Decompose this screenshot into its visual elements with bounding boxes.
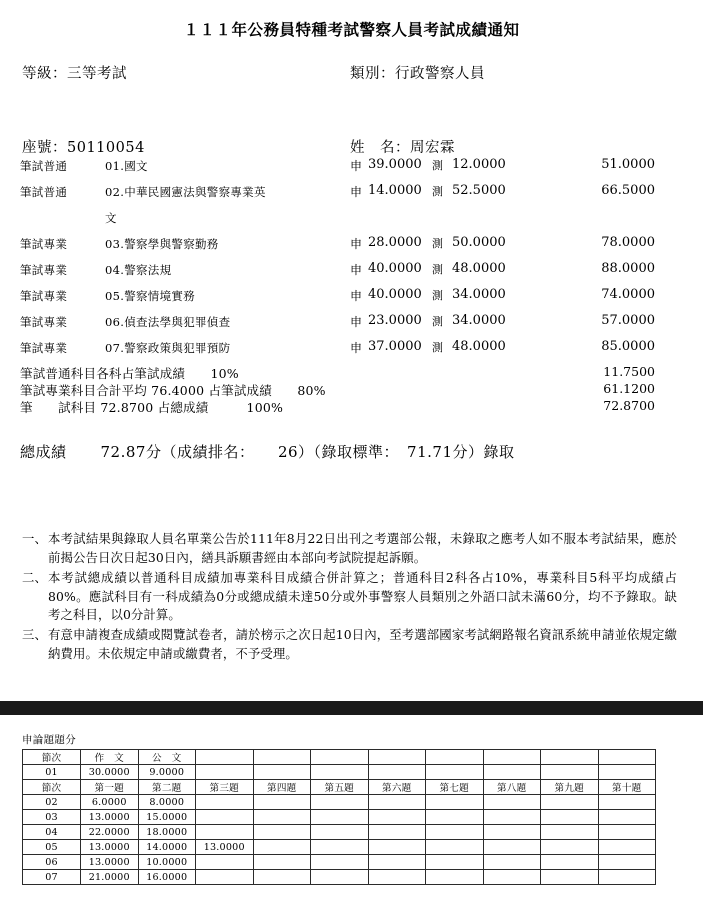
question-table-row (23, 810, 656, 825)
essay-tag: 申 (350, 315, 363, 329)
question-table-cell (196, 855, 254, 870)
multiple-choice-score: 12.0000 (452, 157, 506, 172)
question-table-header-cell (483, 750, 541, 765)
grade-row (0, 62, 703, 88)
summary-value: 61.1200 (603, 381, 655, 396)
subject-total-score: 66.5000 (601, 183, 655, 198)
question-table-cell (311, 765, 369, 780)
identity-block (0, 62, 703, 154)
question-table-row (23, 825, 656, 840)
question-table-header-cell (598, 750, 656, 765)
multiple-choice-score: 34.0000 (452, 313, 506, 328)
name-field (350, 136, 455, 157)
subject-name: 07.警察政策與犯罪預防 (105, 341, 231, 355)
question-table-cell (253, 795, 311, 810)
question-table-cell (311, 825, 369, 840)
question-table-cell: 16.0000 (138, 870, 196, 885)
question-table-header-cell: 第四題 (253, 780, 311, 795)
name-label: 姓 名： (350, 140, 410, 156)
essay-tag: 申 (350, 159, 363, 173)
question-table-cell (483, 840, 541, 855)
essay-score: 14.0000 (368, 183, 422, 198)
question-table-header-cell: 第八題 (483, 780, 541, 795)
question-table-cell: 07 (23, 870, 81, 885)
question-table-cell: 22.0000 (81, 825, 139, 840)
question-table-row (23, 870, 656, 885)
subject-type: 筆試專業 (20, 289, 68, 303)
question-table-header-cell: 第六題 (368, 780, 426, 795)
question-table-cell (368, 795, 426, 810)
note-item (22, 626, 677, 664)
question-table-cell: 8.0000 (138, 795, 196, 810)
category-field (350, 62, 485, 83)
question-table-cell (196, 810, 254, 825)
seat-field (22, 136, 145, 157)
seat-value: 50110054 (67, 140, 145, 156)
note-number: 二、 (22, 569, 47, 585)
question-table-header-cell: 第一題 (81, 780, 139, 795)
question-table-cell (598, 855, 656, 870)
question-table-cell: 30.0000 (81, 765, 139, 780)
essay-tag: 申 (350, 289, 363, 303)
question-table-cell (196, 825, 254, 840)
question-table-cell (368, 810, 426, 825)
subject-name: 06.偵查法學與犯罪偵查 (105, 315, 231, 329)
grand-total-row (20, 441, 703, 462)
question-table-cell (483, 810, 541, 825)
question-table-cell (598, 840, 656, 855)
multiple-choice-tag: 測 (432, 159, 443, 172)
question-table-cell: 03 (23, 810, 81, 825)
multiple-choice-score: 48.0000 (452, 339, 506, 354)
multiple-choice-score: 50.0000 (452, 235, 506, 250)
subject-score-row (0, 286, 703, 312)
question-table-cell (196, 765, 254, 780)
subject-total-score: 85.0000 (601, 339, 655, 354)
question-table-cell (368, 855, 426, 870)
question-table-cell (541, 870, 599, 885)
grand-total-label: 總成績 (20, 443, 67, 461)
subject-name-continuation: 文 (105, 211, 117, 225)
subject-score-row (0, 234, 703, 260)
subject-total-score: 57.0000 (601, 313, 655, 328)
question-table-cell: 15.0000 (138, 810, 196, 825)
question-table-row (23, 765, 656, 780)
multiple-choice-tag: 測 (432, 237, 443, 250)
subject-score-row (0, 312, 703, 338)
multiple-choice-tag: 測 (432, 315, 443, 328)
subject-name: 02.中華民國憲法與警察專業英 (105, 185, 266, 199)
question-table-header-cell (541, 750, 599, 765)
question-table-header-cell: 第七題 (426, 780, 484, 795)
subject-name-continuation-row (0, 208, 703, 234)
subject-total-score: 88.0000 (601, 261, 655, 276)
question-table-cell: 04 (23, 825, 81, 840)
question-table-cell (541, 765, 599, 780)
question-table-cell: 21.0000 (81, 870, 139, 885)
question-table-header-cell: 第二題 (138, 780, 196, 795)
question-table-header-row (23, 750, 656, 765)
subject-name: 03.警察學與警察勤務 (105, 237, 219, 251)
category-label: 類別： (350, 66, 395, 82)
essay-score: 40.0000 (368, 261, 422, 276)
question-table-cell (541, 825, 599, 840)
question-table-header-cell: 公 文 (138, 750, 196, 765)
question-score-table (22, 749, 656, 885)
question-table-cell (196, 870, 254, 885)
essay-tag: 申 (350, 263, 363, 277)
question-table-cell (426, 825, 484, 840)
question-table-cell (253, 825, 311, 840)
question-table-header-cell (196, 750, 254, 765)
name-value: 周宏霖 (410, 140, 455, 156)
question-table-header-cell: 第十題 (598, 780, 656, 795)
summary-row (0, 364, 703, 381)
summary-text: 筆試專業科目合計平均 76.4000 占筆試成績 80% (20, 383, 326, 398)
summary-value: 11.7500 (603, 364, 655, 379)
question-table-cell (368, 825, 426, 840)
subject-total-score: 78.0000 (601, 235, 655, 250)
grand-total-text: 72.87分（成績排名： 26）（錄取標準： 71.71分）錄取 (100, 443, 515, 461)
question-table-header-cell: 第三題 (196, 780, 254, 795)
summary-row (0, 398, 703, 415)
essay-tag: 申 (350, 185, 363, 199)
question-table-cell (426, 840, 484, 855)
summary-list (0, 364, 703, 415)
seat-label: 座號： (22, 140, 67, 156)
question-table-cell (253, 870, 311, 885)
question-table-cell: 06 (23, 855, 81, 870)
question-table-cell (253, 855, 311, 870)
subject-type: 筆試普通 (20, 185, 68, 199)
subject-score-row (0, 338, 703, 364)
question-table-cell (368, 870, 426, 885)
question-table-cell (426, 870, 484, 885)
question-table-row (23, 840, 656, 855)
grade-value: 三等考試 (67, 66, 127, 82)
note-text: 有意申請複查成績或閱覽試卷者，請於榜示之次日起10日內，至考選部國家考試網路報名資訊系統申請並依規定繳納費用。未依規定申請或繳費者，不予受理。 (48, 627, 677, 662)
subject-name: 05.警察情境實務 (105, 289, 195, 303)
question-table-header-cell (253, 750, 311, 765)
subject-total-score: 51.0000 (601, 157, 655, 172)
question-table-cell (483, 855, 541, 870)
essay-score: 40.0000 (368, 287, 422, 302)
question-table-cell (311, 795, 369, 810)
note-number: 三、 (22, 627, 47, 643)
question-table-cell (483, 870, 541, 885)
category-value: 行政警察人員 (395, 66, 485, 82)
question-table-cell (196, 795, 254, 810)
subject-score-list (0, 156, 703, 364)
question-table-cell (541, 840, 599, 855)
question-table-cell: 10.0000 (138, 855, 196, 870)
subject-total-score: 74.0000 (601, 287, 655, 302)
subject-type: 筆試專業 (20, 315, 68, 329)
multiple-choice-score: 48.0000 (452, 261, 506, 276)
question-table-cell: 05 (23, 840, 81, 855)
essay-tag: 申 (350, 237, 363, 251)
summary-row (0, 381, 703, 398)
question-table-cell (541, 795, 599, 810)
question-table-cell: 9.0000 (138, 765, 196, 780)
note-item (22, 569, 677, 626)
note-item (22, 530, 677, 568)
subject-type: 筆試專業 (20, 263, 68, 277)
multiple-choice-tag: 測 (432, 185, 443, 198)
summary-text: 筆試普通科目各科占筆試成績 10% (20, 366, 239, 381)
note-text: 本考試結果與錄取人員名單業公告於111年8月22日出刊之考選部公報，未錄取之應考人如不服本考試結果，應於前揭公告日次日起30日內，繕具訴願書經由本部向考試院提起訴願。 (48, 531, 677, 565)
question-table-header-row (23, 780, 656, 795)
question-table-cell: 13.0000 (196, 840, 254, 855)
question-table-cell (598, 870, 656, 885)
essay-tag: 申 (350, 341, 363, 355)
question-table-cell (253, 765, 311, 780)
question-table-header-cell (311, 750, 369, 765)
question-table-header-cell: 第九題 (541, 780, 599, 795)
section-divider (0, 701, 703, 715)
question-table-cell (311, 840, 369, 855)
question-table-cell: 13.0000 (81, 810, 139, 825)
question-table-cell (311, 810, 369, 825)
question-table-cell: 02 (23, 795, 81, 810)
essay-score: 37.0000 (368, 339, 422, 354)
subject-name: 04.警察法規 (105, 263, 172, 277)
multiple-choice-tag: 測 (432, 263, 443, 276)
note-number: 一、 (22, 531, 47, 546)
question-table-cell: 6.0000 (81, 795, 139, 810)
subject-name: 01.國文 (105, 159, 148, 173)
notes-list (22, 530, 677, 664)
question-table-cell (483, 825, 541, 840)
question-table-cell: 13.0000 (81, 855, 139, 870)
question-table-cell (426, 795, 484, 810)
question-table-header-cell (368, 750, 426, 765)
essay-score: 23.0000 (368, 313, 422, 328)
question-table-cell (483, 795, 541, 810)
question-table-cell (253, 810, 311, 825)
essay-score: 39.0000 (368, 157, 422, 172)
question-table-header-cell: 節次 (23, 750, 81, 765)
subject-score-row (0, 156, 703, 182)
question-table-cell: 14.0000 (138, 840, 196, 855)
question-table-cell: 13.0000 (81, 840, 139, 855)
multiple-choice-score: 34.0000 (452, 287, 506, 302)
grade-field (22, 62, 127, 83)
question-table-cell (426, 855, 484, 870)
question-table-cell (598, 825, 656, 840)
subject-type: 筆試普通 (20, 159, 68, 173)
question-table-cell (311, 870, 369, 885)
question-table-cell (253, 840, 311, 855)
question-table-cell (483, 765, 541, 780)
question-score-section (22, 732, 681, 885)
multiple-choice-tag: 測 (432, 341, 443, 354)
question-table-cell (541, 855, 599, 870)
question-table-cell: 18.0000 (138, 825, 196, 840)
question-table-caption: 申論題題分 (22, 734, 76, 746)
question-table-cell (368, 840, 426, 855)
question-table-cell (541, 810, 599, 825)
summary-value: 72.8700 (603, 398, 655, 413)
question-table-cell (598, 810, 656, 825)
question-table-cell (368, 765, 426, 780)
essay-score: 28.0000 (368, 235, 422, 250)
subject-score-row (0, 260, 703, 286)
question-table-row (23, 795, 656, 810)
summary-text: 筆 試科目 72.8700 占總成績 100% (20, 400, 284, 415)
question-table-cell (598, 765, 656, 780)
question-table-cell (598, 795, 656, 810)
question-table-cell: 01 (23, 765, 81, 780)
grade-label: 等級： (22, 66, 67, 82)
question-table-header-cell: 作 文 (81, 750, 139, 765)
question-table-cell (426, 765, 484, 780)
subject-type: 筆試專業 (20, 237, 68, 251)
question-table-header-cell: 第五題 (311, 780, 369, 795)
question-table-cell (426, 810, 484, 825)
note-text: 本考試總成績以普通科目成績加專業科目成績合併計算之；普通科目2科各占10%，專業科目5科平均成績占80%。應試科目有一科成績為0分或總成績未達50分或外事警察人員類別之外語口試未滿60分，均不予錄取。缺考之科目，以0分計算。 (48, 569, 677, 623)
subject-score-row (0, 182, 703, 208)
question-table-row (23, 855, 656, 870)
question-table-header-cell: 節次 (23, 780, 81, 795)
multiple-choice-score: 52.5000 (452, 183, 506, 198)
subject-type: 筆試專業 (20, 341, 68, 355)
page-title: １１１年公務員特種考試警察人員考試成績通知 (183, 20, 520, 39)
multiple-choice-tag: 測 (432, 289, 443, 302)
question-table-header-cell (426, 750, 484, 765)
question-table-cell (311, 855, 369, 870)
